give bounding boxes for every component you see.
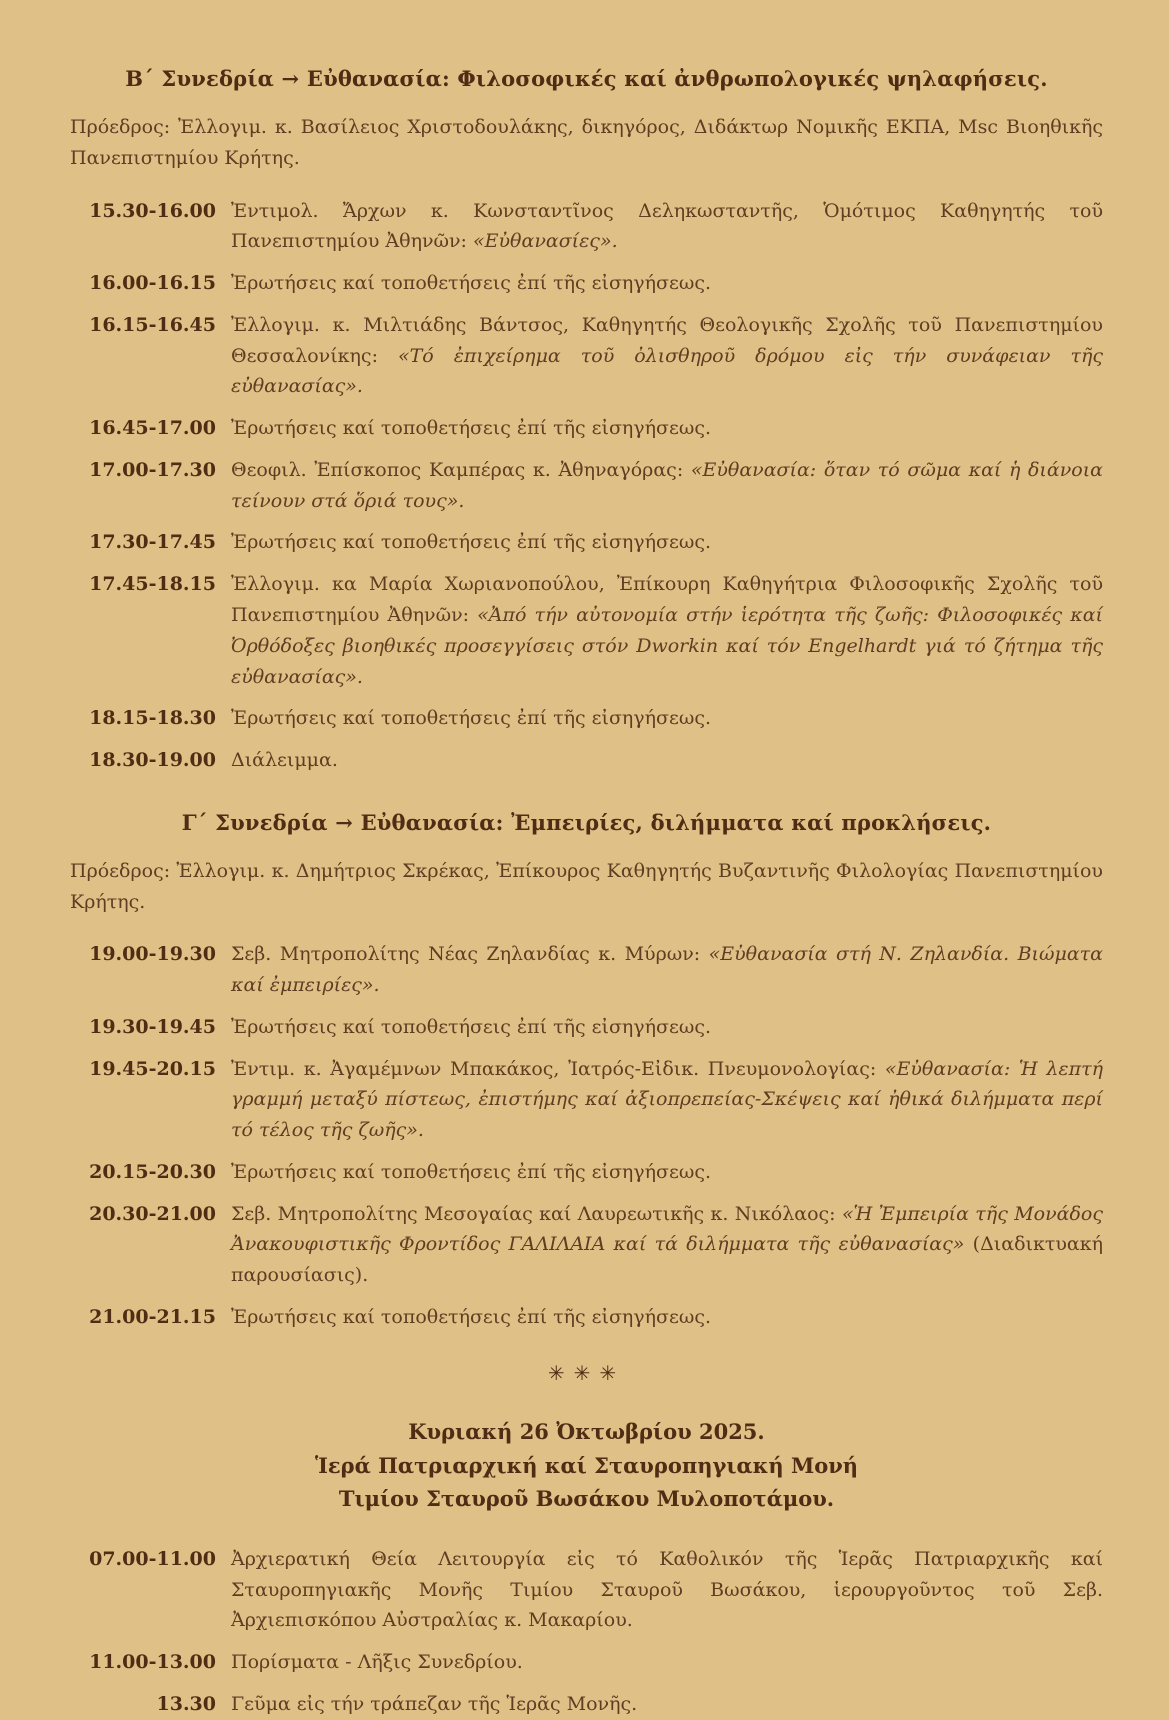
entry-time: 16.45-17.00: [89, 417, 216, 440]
entry-time: 21.00-21.15: [89, 1306, 216, 1328]
schedule-row: [70, 569, 1103, 692]
schedule-row: [70, 268, 1103, 299]
entry-text: Ἀρχιερατική Θεία Λειτουργία εἰς τό Καθολικόν τῆς Ἱερᾶς Πατριαρχικῆς καί Σταυροπηγιακῆς Μονῆς Τιμίου Σταυροῦ Βωσάκου, ἱερουργοῦντος τοῦ Σεβ. Ἀρχιεπισκόπου Αὐστραλίας κ. Μακαρίου.: [231, 1547, 1103, 1632]
entry-text: Ἐρωτήσεις καί τοποθετήσεις ἐπί τῆς εἰσηγήσεως.: [231, 272, 712, 295]
session-b-schedule: [70, 196, 1103, 776]
entry-text: Σεβ. Μητροπολίτης Μεσογαίας καί Λαυρεωτικῆς κ. Νικόλαος:: [231, 1202, 842, 1225]
entry-text: Ἐρωτήσεις καί τοποθετήσεις ἐπί τῆς εἰσηγήσεως.: [231, 1306, 712, 1328]
entry-time: 19.45-20.15: [89, 1057, 216, 1080]
entry-description: [231, 569, 1103, 692]
entry-time: 11.00-13.00: [89, 1651, 216, 1674]
entry-time: 18.30-19.00: [89, 749, 216, 772]
schedule-row: [70, 1157, 1103, 1188]
schedule-row: [70, 1689, 1103, 1720]
entry-text: Θεοφιλ. Ἐπίσκοπος Καμπέρας κ. Ἀθηναγόρας:: [231, 458, 691, 481]
entry-text: Γεῦμα εἰς τήν τράπεζαν τῆς Ἱερᾶς Μονῆς.: [231, 1693, 638, 1715]
sunday-heading: [70, 1415, 1103, 1516]
entry-description: [231, 413, 1103, 444]
session-c-schedule: [70, 939, 1103, 1332]
session-b-chair: Πρόεδρος: Ἐλλογιμ. κ. Βασίλειος Χριστοδουλάκης, δικηγόρος, Διδάκτωρ Νομικῆς ΕΚΠΑ, Msc Βιοηθικῆς Πανεπιστημίου Κρήτης.: [70, 116, 1103, 169]
entry-text: Ἐρωτήσεις καί τοποθετήσεις ἐπί τῆς εἰσηγήσεως.: [231, 1015, 712, 1038]
entry-description: [231, 703, 1103, 734]
entry-description: [231, 1689, 1103, 1720]
entry-text: Ἐρωτήσεις καί τοποθετήσεις ἐπί τῆς εἰσηγήσεως.: [231, 417, 712, 440]
entry-text: Ἐρωτήσεις καί τοποθετήσεις ἐπί τῆς εἰσηγήσεως.: [231, 531, 712, 554]
entry-time: 15.30-16.00: [89, 199, 216, 222]
entry-text: Ἐρωτήσεις καί τοποθετήσεις ἐπί τῆς εἰσηγήσεως.: [231, 1160, 712, 1183]
session-b-title: Β´ Συνεδρία → Εὐθανασία: Φιλοσοφικές καί ἀνθρωπολογικές ψηλαφήσεις.: [125, 66, 1048, 91]
talk-title: «Εὐθανασία: ὅταν τό σῶμα καί ἡ διάνοια τείνουν στά ὅριά τους».: [231, 458, 1103, 512]
entry-description: [231, 310, 1103, 402]
entry-description: [231, 939, 1103, 1001]
schedule-row: [70, 1012, 1103, 1043]
entry-description: [231, 1544, 1103, 1636]
entry-time: 17.30-17.45: [89, 531, 216, 554]
schedule-row: [70, 455, 1103, 517]
entry-text: Ἐρωτήσεις καί τοποθετήσεις ἐπί τῆς εἰσηγήσεως.: [231, 707, 712, 730]
schedule-row: [70, 1054, 1103, 1146]
entry-time: 20.30-21.00: [89, 1202, 216, 1225]
sunday-schedule: [70, 1544, 1103, 1720]
entry-text: Πορίσματα - Λῆξις Συνεδρίου.: [231, 1651, 523, 1674]
entry-description: [231, 1302, 1103, 1333]
talk-title: «Εὐθανασία: Ἡ λεπτή γραμμή μεταξύ πίστεως, ἐπιστήμης καί ἀξιοπρεπείας-Σκέψεις καί ἠθικά διλήμματα περί τό τέλος τῆς ζωῆς».: [231, 1057, 1103, 1142]
entry-description: [231, 1157, 1103, 1188]
sunday-venue-line-2: Τιμίου Σταυροῦ Βωσάκου Μυλοποτάμου.: [338, 1486, 835, 1512]
entry-description: [231, 196, 1103, 258]
entry-description: [231, 1012, 1103, 1043]
schedule-row: [70, 310, 1103, 402]
schedule-row: [70, 527, 1103, 558]
entry-description: [231, 455, 1103, 517]
entry-time: 20.15-20.30: [89, 1160, 216, 1183]
schedule-row: [70, 1199, 1103, 1291]
talk-title: «Τό ἐπιχείρημα τοῦ ὀλισθηροῦ δρόμου εἰς τήν συνάφειαν τῆς εὐθανασίας».: [231, 344, 1104, 398]
entry-text: (Διαδικτυακή παρουσίασις).: [231, 1233, 1103, 1287]
entry-text: Ἐντιμολ. Ἄρχων κ. Κωνσταντῖνος Δεληκωσταντῆς, Ὁμότιμος Καθηγητής τοῦ Πανεπιστημίου Ἀθηνῶν:: [231, 199, 1103, 253]
schedule-row: [70, 703, 1103, 734]
sunday-venue-line-1: Ἱερά Πατριαρχική καί Σταυροπηγιακή Μονή: [314, 1452, 859, 1478]
section-separator-stars: ✳✳✳: [547, 1360, 626, 1385]
entry-time: 17.45-18.15: [89, 573, 216, 596]
talk-title: «Εὐθανασία στή Ν. Ζηλανδία. Βιώματα καί ἐμπειρίες».: [231, 943, 1103, 997]
entry-text: Ἐλλογιμ. κα Μαρία Χωριανοπούλου, Ἐπίκουρη Καθηγήτρια Φιλοσοφικῆς Σχολῆς τοῦ Πανεπιστημίου Ἀθηνῶν:: [231, 573, 1103, 626]
entry-description: [231, 1647, 1103, 1678]
entry-text: Ἐλλογιμ. κ. Μιλτιάδης Βάντσος, Καθηγητής Θεολογικῆς Σχολῆς τοῦ Πανεπιστημίου Θεσσαλονίκης:: [231, 313, 1103, 367]
entry-description: [231, 268, 1103, 299]
entry-text: Ἐντιμ. κ. Ἀγαμέμνων Μπακάκος, Ἰατρός-Εἰδικ. Πνευμονολογίας:: [231, 1057, 885, 1080]
entry-description: [231, 527, 1103, 558]
schedule-row: [70, 939, 1103, 1001]
entry-description: [231, 1199, 1103, 1291]
entry-description: [231, 1054, 1103, 1146]
session-c-chair: Πρόεδρος: Ἐλλογιμ. κ. Δημήτριος Σκρέκας, Ἐπίκουρος Καθηγητής Βυζαντινῆς Φιλολογίας Πανεπιστημίου Κρήτης.: [70, 859, 1103, 913]
entry-time: 17.00-17.30: [89, 458, 216, 481]
schedule-row: [70, 1647, 1103, 1678]
schedule-row: [70, 196, 1103, 258]
entry-time: 18.15-18.30: [89, 707, 216, 730]
talk-title: «Εὐθανασίες».: [473, 230, 618, 253]
entry-time: 16.00-16.15: [89, 272, 216, 295]
sunday-date-line: Κυριακή 26 Ὀκτωβρίου 2025.: [408, 1419, 765, 1445]
entry-text: Διάλειμμα.: [231, 749, 338, 772]
entry-time: 13.30: [156, 1693, 216, 1715]
schedule-row: [70, 413, 1103, 444]
session-c-title: Γ´ Συνεδρία → Εὐθανασία: Ἐμπειρίες, διλήμματα καί προκλήσεις.: [181, 809, 992, 835]
talk-title: «Ἀπό τήν αὐτονομία στήν ἱερότητα τῆς ζωῆς: Φιλοσοφικές καί Ὀρθόδοξες βιοηθικές προσεγγίσεις στόν Dworkin καί τόν Engelhardt γιά τό ζήτημα τῆς εὐθανασίας».: [231, 603, 1103, 688]
entry-time: 07.00-11.00: [89, 1547, 216, 1570]
schedule-row: [70, 1302, 1103, 1333]
talk-title: «Ἡ Ἐμπειρία τῆς Μονάδος Ἀνακουφιστικῆς Φροντίδος ΓΑΛΙΛΑΙΑ καί τά διλήμματα τῆς εὐθανασίας»: [231, 1202, 1104, 1256]
entry-time: 16.15-16.45: [89, 313, 216, 336]
entry-time: 19.00-19.30: [89, 943, 216, 966]
schedule-row: [70, 745, 1103, 776]
entry-time: 19.30-19.45: [89, 1015, 216, 1038]
schedule-row: [70, 1544, 1103, 1636]
entry-text: Σεβ. Μητροπολίτης Νέας Ζηλανδίας κ. Μύρων:: [231, 943, 709, 966]
entry-description: [231, 745, 1103, 776]
